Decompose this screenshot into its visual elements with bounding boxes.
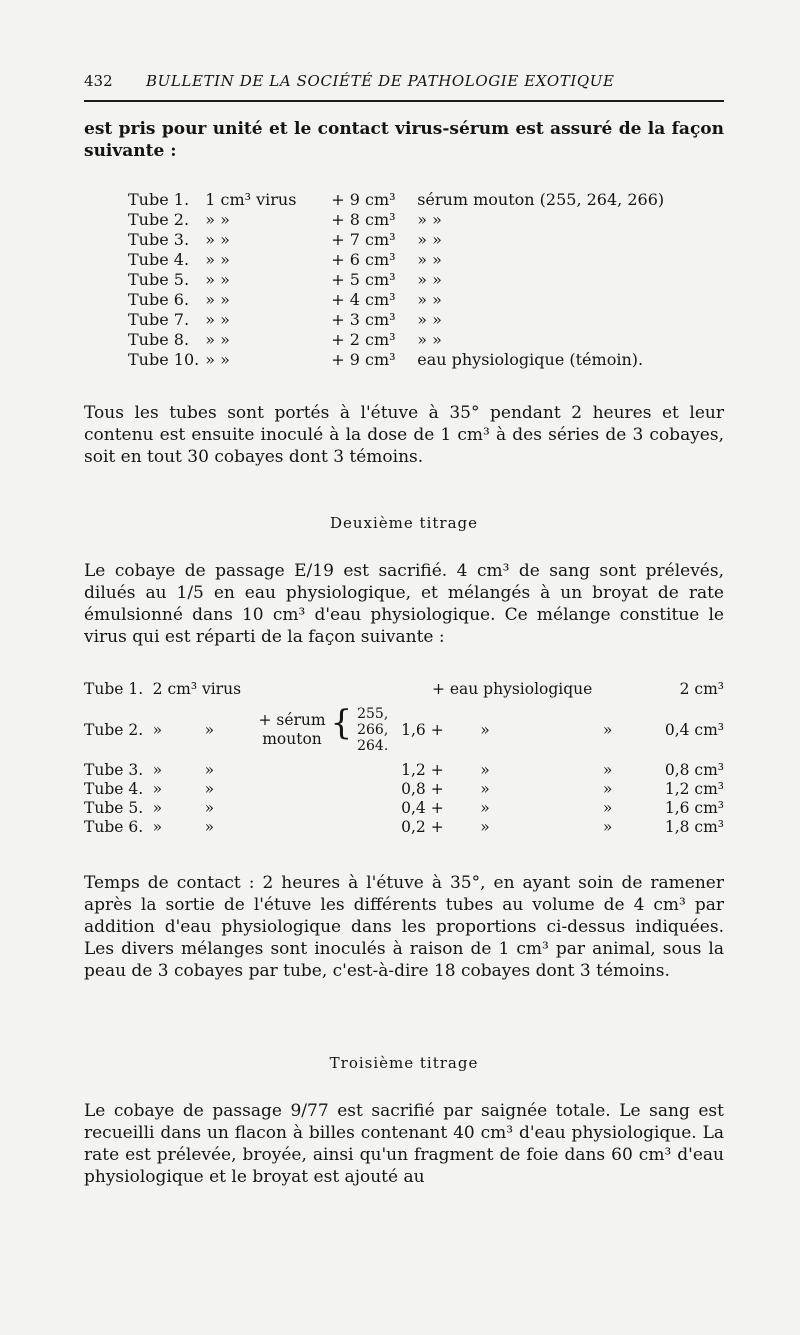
table1-serum: » »: [417, 290, 442, 309]
table2-plus: +: [430, 799, 444, 817]
table2-tube: Tube 2.: [84, 720, 144, 739]
table2-plus: +: [430, 720, 444, 739]
journal-title: BULLETIN DE LA SOCIÉTÉ DE PATHOLOGIE EXOTIQUE: [146, 72, 615, 90]
table1-amount: + 4 cm³: [331, 290, 396, 309]
table2-ditto: »: [152, 780, 163, 798]
table2-ditto: »: [602, 720, 613, 739]
table2-vol: 1,8 cm³: [664, 818, 724, 836]
table2-ditto: »: [480, 799, 490, 817]
table1-amount: + 7 cm³: [331, 230, 396, 249]
heading-deuxieme-titrage: Deuxième titrage: [329, 514, 478, 532]
table2-amount: 0,2: [401, 818, 426, 836]
table2-amount: 0,8: [401, 780, 426, 798]
table2-plus: +: [430, 780, 444, 798]
table1-tube: Tube 7.: [128, 310, 190, 329]
table2-ditto: »: [602, 761, 613, 779]
table2-ditto: »: [152, 720, 163, 739]
serum-id: 264.: [357, 738, 389, 754]
table1-virus: » »: [205, 270, 230, 289]
table1-tube: Tube 6.: [128, 290, 190, 309]
table1-row: [128, 310, 670, 330]
table1-serum: » »: [417, 310, 442, 329]
table2-tube: Tube 3.: [84, 761, 144, 779]
table2-ditto: »: [204, 799, 215, 817]
table2-ditto: »: [204, 818, 215, 836]
table2-ditto: »: [602, 818, 613, 836]
table1-tube: Tube 4.: [128, 250, 190, 269]
table1-tube: Tube 3.: [128, 230, 190, 249]
serum-id: 266,: [357, 722, 389, 738]
table2-row-tube-2: [84, 699, 724, 761]
table2-ditto: »: [602, 780, 613, 798]
tube-table-2: [84, 680, 724, 837]
table2-ditto: »: [204, 780, 215, 798]
heading-troisieme-titrage: Troisième titrage: [329, 1054, 479, 1072]
table1-tube: Tube 5.: [128, 270, 190, 289]
table1-amount: + 5 cm³: [331, 270, 396, 289]
table2-ditto: »: [152, 818, 163, 836]
table1-serum: » »: [417, 230, 442, 249]
table1-virus: » »: [205, 210, 230, 229]
table1-row: [128, 250, 670, 270]
table2-vol: 0,4 cm³: [664, 720, 724, 739]
mouton-label: mouton: [262, 730, 322, 748]
table2-eau: + eau physiologique: [431, 680, 593, 698]
table1-row: [128, 190, 670, 210]
table2-row: [84, 799, 724, 818]
table2-vol: 0,8 cm³: [664, 761, 724, 779]
table1-row: [128, 290, 670, 310]
table2-ditto: »: [480, 818, 490, 836]
table1-tube: Tube 1.: [128, 190, 190, 209]
table1-virus: » »: [205, 350, 230, 369]
paragraph-2: Le cobaye de passage E/19 est sacrifié. 4 cm³ de sang sont prélevés, dilués au 1/5 en eau physiologique, et mélangés à un broyat de rate émulsionné dans 10 cm³ d'eau physiologique. Ce mélange constitue le virus qui est réparti de la façon suivante :: [84, 561, 724, 647]
table1-row: [128, 230, 670, 250]
table2-row: [84, 780, 724, 799]
table1-virus: » »: [205, 310, 230, 329]
table2-ditto: »: [602, 799, 613, 817]
table2-row: [84, 818, 724, 837]
table1-serum: » »: [417, 210, 442, 229]
brace-icon: {: [330, 703, 353, 743]
paragraph-1: Tous les tubes sont portés à l'étuve à 35° pendant 2 heures et leur contenu est ensuite inoculé à la dose de 1 cm³ à des séries de 3 cobayes, soit en tout 30 cobayes dont 3 témoins.: [84, 403, 724, 467]
page-number: 432: [84, 72, 113, 90]
table1-amount: + 9 cm³: [331, 350, 396, 369]
table1-serum: » »: [417, 250, 442, 269]
table2-row-tube-1: [84, 680, 724, 699]
serum-id: 255,: [357, 706, 389, 722]
table1-amount: + 2 cm³: [331, 330, 396, 349]
table1-tube: Tube 10.: [128, 350, 200, 369]
running-header: [84, 72, 724, 98]
table2-vol: 1,6 cm³: [664, 799, 724, 817]
table1-row: [128, 330, 670, 350]
table1-row: [128, 210, 670, 230]
table1-tube: Tube 2.: [128, 210, 190, 229]
table2-tube: Tube 6.: [84, 818, 144, 836]
paragraph-3: Temps de contact : 2 heures à l'étuve à 35°, en ayant soin de ramener après la sortie de l'étuve les différents tubes au volume de 4 cm³ par addition d'eau physiologique dans les proportions ci-dessus indiquées. Les divers mélanges sont inoculés à raison de 1 cm³ par animal, sous la peau de 3 cobayes par tube, c'est-à-dire 18 cobayes dont 3 témoins.: [84, 873, 724, 981]
table1-serum: sérum mouton (255, 264, 266): [417, 190, 665, 209]
table1-row: [128, 270, 670, 290]
table2-tube: Tube 1.: [84, 680, 144, 698]
table2-amount: 1,2: [401, 761, 426, 779]
table1-tube: Tube 8.: [128, 330, 190, 349]
table2-amount: 1,6: [401, 720, 426, 739]
table2-vol: 1,2 cm³: [664, 780, 724, 798]
table2-ditto: »: [480, 761, 490, 779]
serum-label: + sérum: [258, 711, 326, 729]
table1-amount: + 8 cm³: [331, 210, 396, 229]
table2-row: [84, 761, 724, 780]
intro-paragraph: est pris pour unité et le contact virus-sérum est assuré de la façon suivante :: [84, 119, 724, 161]
table1-amount: + 6 cm³: [331, 250, 396, 269]
table1-amount: + 3 cm³: [331, 310, 396, 329]
table2-ditto: »: [204, 761, 215, 779]
table2-virus: 2 cm³ virus: [152, 680, 242, 698]
table2-ditto: »: [152, 799, 163, 817]
table2-plus: +: [430, 761, 444, 779]
table1-row: [128, 350, 670, 370]
table2-ditto: »: [480, 780, 490, 798]
table2-ditto: »: [152, 761, 163, 779]
table2-plus: +: [430, 818, 444, 836]
table1-virus: » »: [205, 230, 230, 249]
paragraph-4: Le cobaye de passage 9/77 est sacrifié par saignée totale. Le sang est recueilli dans un flacon à billes contenant 40 cm³ d'eau physiologique. La rate est prélevée, broyée, ainsi qu'un fragment de foie dans 60 cm³ d'eau physiologique et le broyat est ajouté au: [84, 1101, 724, 1187]
table2-vol: 2 cm³: [679, 680, 724, 698]
table2-amount: 0,4: [401, 799, 426, 817]
table1-serum: » »: [417, 270, 442, 289]
table1-serum: eau physiologique (témoin).: [417, 350, 644, 369]
table1-virus: » »: [205, 250, 230, 269]
table2-ditto: »: [204, 720, 215, 739]
tube-table-1: [128, 190, 670, 370]
header-rule: [84, 100, 724, 102]
table1-virus: » »: [205, 290, 230, 309]
table1-virus: 1 cm³ virus: [205, 190, 297, 209]
table1-amount: + 9 cm³: [331, 190, 396, 209]
table1-serum: » »: [417, 330, 442, 349]
table1-virus: » »: [205, 330, 230, 349]
table2-tube: Tube 4.: [84, 780, 144, 798]
table2-ditto: »: [480, 720, 490, 739]
table2-tube: Tube 5.: [84, 799, 144, 817]
